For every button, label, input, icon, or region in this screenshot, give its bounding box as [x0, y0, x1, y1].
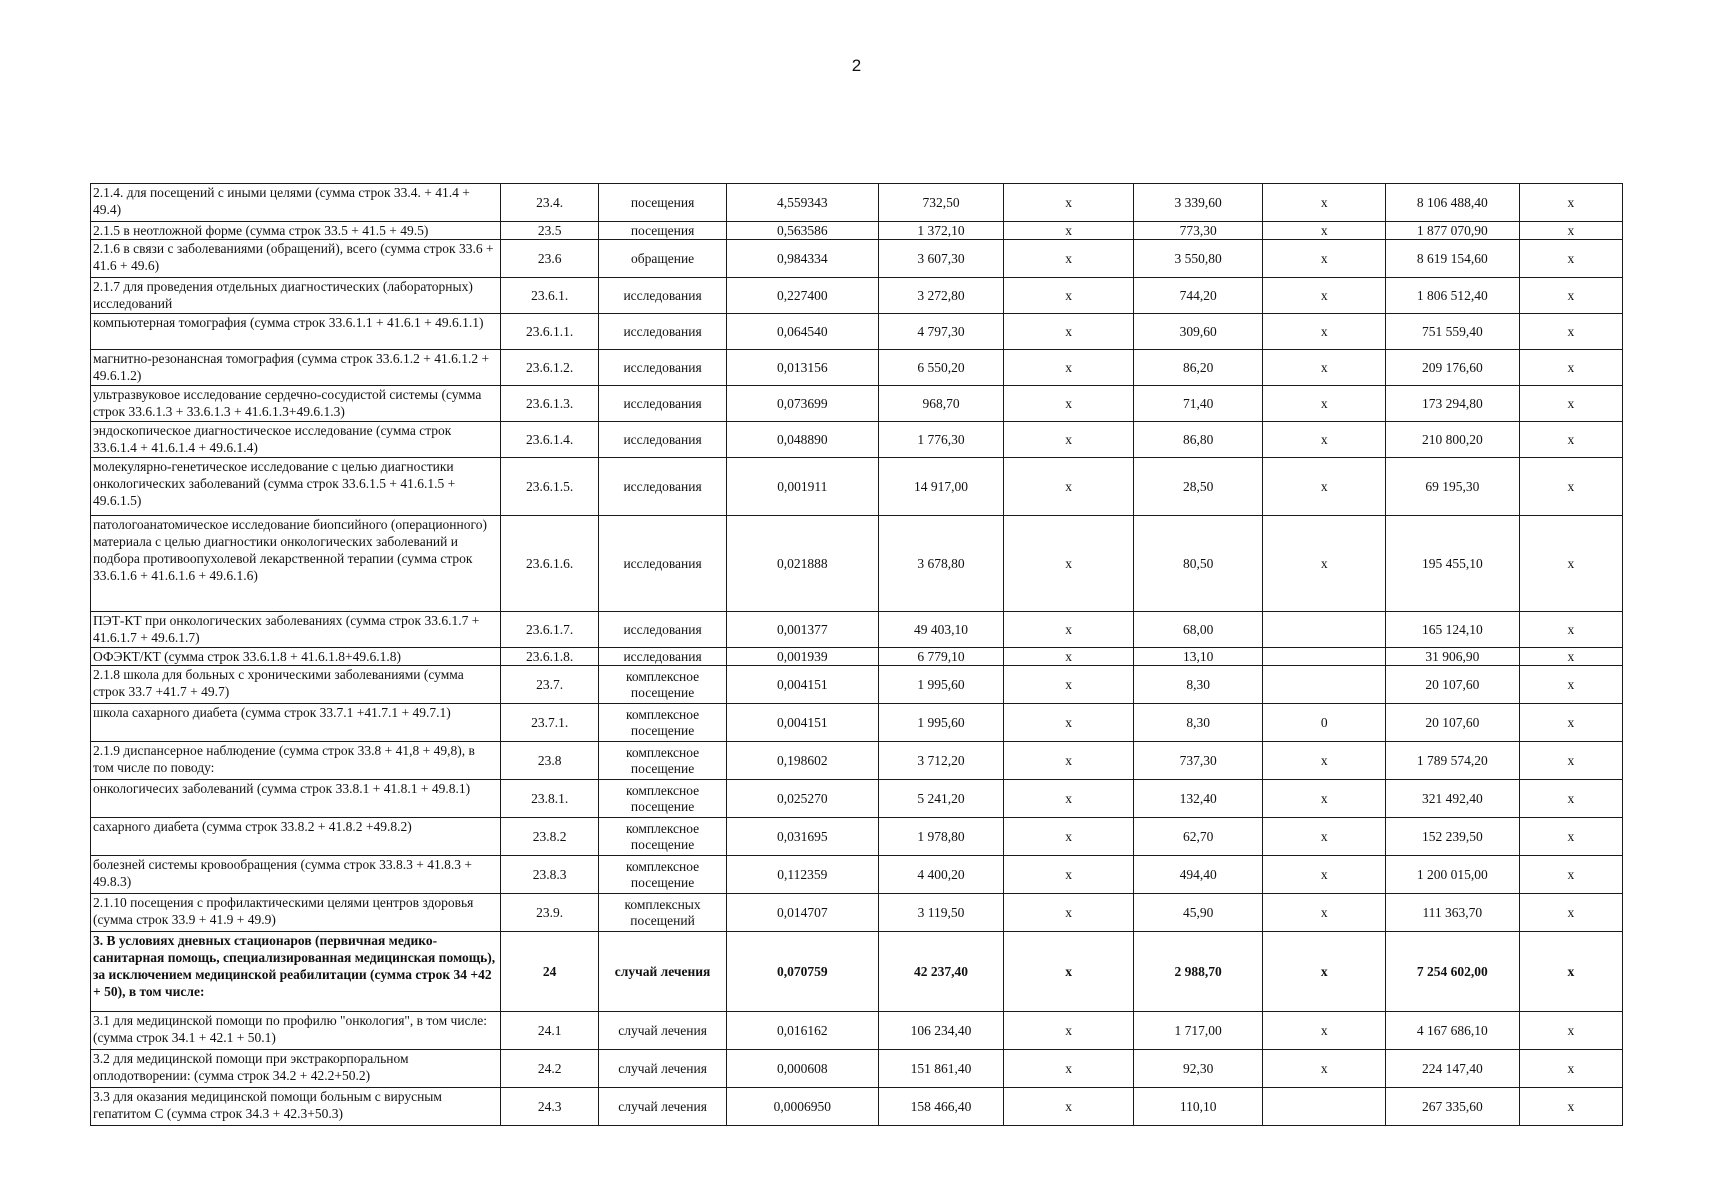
row-col7-cell: 8,30 — [1133, 666, 1263, 704]
row-col6-cell: х — [1004, 222, 1134, 240]
row-col9-cell: 210 800,20 — [1385, 422, 1519, 458]
table-row — [91, 314, 1623, 350]
row-name-cell: школа сахарного диабета (сумма строк 33.7.1 +41.7.1 + 49.7.1) — [91, 704, 501, 742]
row-code-cell: 23.6.1.1. — [501, 314, 599, 350]
row-unit-cell: исследования — [599, 314, 727, 350]
row-col10-cell: х — [1519, 516, 1622, 612]
row-unit-cell: комплексное посещение — [599, 818, 727, 856]
row-unit-cell: случай лечения — [599, 932, 727, 1012]
row-col7-cell: 744,20 — [1133, 278, 1263, 314]
row-name-cell: сахарного диабета (сумма строк 33.8.2 + 41.8.2 +49.8.2) — [91, 818, 501, 856]
row-code-cell: 23.6.1.3. — [501, 386, 599, 422]
row-norm-cell: 0,984334 — [726, 240, 878, 278]
row-col7-cell: 309,60 — [1133, 314, 1263, 350]
row-cost-cell: 732,50 — [878, 184, 1004, 222]
row-unit-cell: посещения — [599, 184, 727, 222]
row-unit-cell: исследования — [599, 278, 727, 314]
row-col10-cell: х — [1519, 314, 1622, 350]
row-col10-cell: х — [1519, 856, 1622, 894]
row-col6-cell: х — [1004, 818, 1134, 856]
row-col10-cell: х — [1519, 894, 1622, 932]
row-col8-cell: х — [1263, 350, 1386, 386]
row-col7-cell: 86,80 — [1133, 422, 1263, 458]
row-name-cell: эндоскопическое диагностическое исследование (сумма строк 33.6.1.4 + 41.6.1.4 + 49.6.1.4) — [91, 422, 501, 458]
row-cost-cell: 4 400,20 — [878, 856, 1004, 894]
page-number: 2 — [851, 56, 862, 75]
row-unit-cell: исследования — [599, 516, 727, 612]
row-col10-cell: х — [1519, 648, 1622, 666]
row-code-cell: 24.3 — [501, 1088, 599, 1126]
row-col9-cell: 1 806 512,40 — [1385, 278, 1519, 314]
row-col9-cell: 8 106 488,40 — [1385, 184, 1519, 222]
row-col7-cell: 110,10 — [1133, 1088, 1263, 1126]
row-col9-cell: 111 363,70 — [1385, 894, 1519, 932]
row-col6-cell: х — [1004, 278, 1134, 314]
row-cost-cell: 14 917,00 — [878, 458, 1004, 516]
row-col9-cell: 20 107,60 — [1385, 704, 1519, 742]
row-col9-cell: 224 147,40 — [1385, 1050, 1519, 1088]
row-col6-cell: х — [1004, 894, 1134, 932]
row-code-cell: 23.7. — [501, 666, 599, 704]
row-col9-cell: 1 200 015,00 — [1385, 856, 1519, 894]
row-col7-cell: 773,30 — [1133, 222, 1263, 240]
row-code-cell: 23.8.2 — [501, 818, 599, 856]
row-code-cell: 23.6.1. — [501, 278, 599, 314]
row-unit-cell: исследования — [599, 648, 727, 666]
table-row — [91, 932, 1623, 1012]
row-code-cell: 23.8.3 — [501, 856, 599, 894]
row-cost-cell: 3 119,50 — [878, 894, 1004, 932]
table-row — [91, 894, 1623, 932]
row-name-cell: 2.1.9 диспансерное наблюдение (сумма строк 33.8 + 41,8 + 49,8), в том числе по поводу: — [91, 742, 501, 780]
row-col8-cell: х — [1263, 932, 1386, 1012]
table-row — [91, 516, 1623, 612]
row-norm-cell: 0,073699 — [726, 386, 878, 422]
row-unit-cell: комплексных посещений — [599, 894, 727, 932]
row-code-cell: 23.6.1.8. — [501, 648, 599, 666]
row-unit-cell: посещения — [599, 222, 727, 240]
table-row — [91, 458, 1623, 516]
row-col8-cell: х — [1263, 780, 1386, 818]
row-norm-cell: 0,198602 — [726, 742, 878, 780]
table-row — [91, 350, 1623, 386]
row-unit-cell: комплексное посещение — [599, 780, 727, 818]
row-unit-cell: комплексное посещение — [599, 666, 727, 704]
row-unit-cell: случай лечения — [599, 1088, 727, 1126]
row-col8-cell: 0 — [1263, 704, 1386, 742]
row-col7-cell: 62,70 — [1133, 818, 1263, 856]
row-col9-cell: 152 239,50 — [1385, 818, 1519, 856]
row-col7-cell: 3 550,80 — [1133, 240, 1263, 278]
row-norm-cell: 0,563586 — [726, 222, 878, 240]
row-col8-cell: х — [1263, 1012, 1386, 1050]
row-col8-cell: х — [1263, 184, 1386, 222]
row-col9-cell: 1 789 574,20 — [1385, 742, 1519, 780]
row-col7-cell: 68,00 — [1133, 612, 1263, 648]
row-col6-cell: х — [1004, 458, 1134, 516]
row-cost-cell: 968,70 — [878, 386, 1004, 422]
row-norm-cell: 0,064540 — [726, 314, 878, 350]
table-row — [91, 648, 1623, 666]
row-code-cell: 23.6.1.4. — [501, 422, 599, 458]
table-row — [91, 818, 1623, 856]
row-norm-cell: 0,004151 — [726, 704, 878, 742]
table-row — [91, 278, 1623, 314]
table-row — [91, 780, 1623, 818]
row-code-cell: 24 — [501, 932, 599, 1012]
row-cost-cell: 1 372,10 — [878, 222, 1004, 240]
row-cost-cell: 1 995,60 — [878, 666, 1004, 704]
row-name-cell: 3.3 для оказания медицинской помощи больным с вирусным гепатитом С (сумма строк 34.3 + 42.3+50.3) — [91, 1088, 501, 1126]
row-col8-cell — [1263, 648, 1386, 666]
row-cost-cell: 1 776,30 — [878, 422, 1004, 458]
row-col6-cell: х — [1004, 780, 1134, 818]
row-col9-cell: 321 492,40 — [1385, 780, 1519, 818]
row-col9-cell: 20 107,60 — [1385, 666, 1519, 704]
table-row — [91, 222, 1623, 240]
row-col8-cell: х — [1263, 240, 1386, 278]
table-row — [91, 1012, 1623, 1050]
row-col7-cell: 13,10 — [1133, 648, 1263, 666]
row-col6-cell: х — [1004, 742, 1134, 780]
table-row — [91, 742, 1623, 780]
row-code-cell: 23.6.1.2. — [501, 350, 599, 386]
row-code-cell: 23.8 — [501, 742, 599, 780]
row-cost-cell: 1 995,60 — [878, 704, 1004, 742]
table-row — [91, 422, 1623, 458]
row-col6-cell: х — [1004, 386, 1134, 422]
financing-table — [90, 183, 1623, 1126]
row-unit-cell: исследования — [599, 350, 727, 386]
row-col8-cell: х — [1263, 818, 1386, 856]
row-col7-cell: 2 988,70 — [1133, 932, 1263, 1012]
row-col8-cell: х — [1263, 742, 1386, 780]
row-cost-cell: 42 237,40 — [878, 932, 1004, 1012]
row-col7-cell: 8,30 — [1133, 704, 1263, 742]
row-col9-cell: 195 455,10 — [1385, 516, 1519, 612]
row-col9-cell: 165 124,10 — [1385, 612, 1519, 648]
row-cost-cell: 6 550,20 — [878, 350, 1004, 386]
row-unit-cell: случай лечения — [599, 1012, 727, 1050]
row-col10-cell: х — [1519, 386, 1622, 422]
row-col7-cell: 737,30 — [1133, 742, 1263, 780]
row-unit-cell: обращение — [599, 240, 727, 278]
row-col6-cell: х — [1004, 1050, 1134, 1088]
row-col10-cell: х — [1519, 222, 1622, 240]
table-row — [91, 1050, 1623, 1088]
row-col10-cell: х — [1519, 458, 1622, 516]
row-col7-cell: 1 717,00 — [1133, 1012, 1263, 1050]
row-name-cell: 3.2 для медицинской помощи при экстракорпоральном оплодотворении: (сумма строк 34.2 + 42.2+50.2) — [91, 1050, 501, 1088]
row-col8-cell — [1263, 666, 1386, 704]
row-name-cell: 2.1.5 в неотложной форме (сумма строк 33.5 + 41.5 + 49.5) — [91, 222, 501, 240]
row-code-cell: 23.7.1. — [501, 704, 599, 742]
row-col7-cell: 80,50 — [1133, 516, 1263, 612]
row-cost-cell: 3 272,80 — [878, 278, 1004, 314]
row-name-cell: молекулярно-генетическое исследование с целью диагностики онкологических заболеваний (сумма строк 33.6.1.5 + 41.6.1.5 + 49.6.1.5) — [91, 458, 501, 516]
row-cost-cell: 6 779,10 — [878, 648, 1004, 666]
row-col9-cell: 267 335,60 — [1385, 1088, 1519, 1126]
row-col6-cell: х — [1004, 704, 1134, 742]
row-col7-cell: 28,50 — [1133, 458, 1263, 516]
row-col9-cell: 751 559,40 — [1385, 314, 1519, 350]
row-col9-cell: 209 176,60 — [1385, 350, 1519, 386]
row-norm-cell: 0,001939 — [726, 648, 878, 666]
row-norm-cell: 0,013156 — [726, 350, 878, 386]
row-col7-cell: 92,30 — [1133, 1050, 1263, 1088]
row-norm-cell: 0,004151 — [726, 666, 878, 704]
row-norm-cell: 0,000608 — [726, 1050, 878, 1088]
row-col8-cell — [1263, 612, 1386, 648]
table-row — [91, 386, 1623, 422]
row-col8-cell: х — [1263, 516, 1386, 612]
row-code-cell: 23.6.1.7. — [501, 612, 599, 648]
row-col6-cell: х — [1004, 612, 1134, 648]
row-name-cell: 2.1.7 для проведения отдельных диагностических (лабораторных) исследований — [91, 278, 501, 314]
row-code-cell: 23.5 — [501, 222, 599, 240]
row-norm-cell: 0,014707 — [726, 894, 878, 932]
row-col8-cell: х — [1263, 856, 1386, 894]
row-col6-cell: х — [1004, 422, 1134, 458]
row-name-cell: патологоанатомическое исследование биопсийного (операционного) материала с целью диагностики онкологических заболеваний и подбора противоопухолевой лекарственной терапии (сумма строк 33.6.1.6 + 41.6.1.6 + 49.6.1.6) — [91, 516, 501, 612]
row-col8-cell: х — [1263, 1050, 1386, 1088]
row-cost-cell: 3 678,80 — [878, 516, 1004, 612]
row-norm-cell: 0,048890 — [726, 422, 878, 458]
table-body — [91, 184, 1623, 1126]
row-col6-cell: х — [1004, 856, 1134, 894]
row-name-cell: 2.1.10 посещения с профилактическими целями центров здоровья (сумма строк 33.9 + 41.9 + 49.9) — [91, 894, 501, 932]
row-col8-cell: х — [1263, 314, 1386, 350]
row-col10-cell: х — [1519, 704, 1622, 742]
row-name-cell: 2.1.8 школа для больных с хроническими заболеваниями (сумма строк 33.7 +41.7 + 49.7) — [91, 666, 501, 704]
row-unit-cell: исследования — [599, 386, 727, 422]
row-col8-cell: х — [1263, 278, 1386, 314]
row-col10-cell: х — [1519, 1012, 1622, 1050]
row-name-cell: 2.1.6 в связи с заболеваниями (обращений), всего (сумма строк 33.6 + 41.6 + 49.6) — [91, 240, 501, 278]
row-name-cell: компьютерная томография (сумма строк 33.6.1.1 + 41.6.1 + 49.6.1.1) — [91, 314, 501, 350]
row-col10-cell: х — [1519, 1088, 1622, 1126]
row-unit-cell: случай лечения — [599, 1050, 727, 1088]
row-cost-cell: 158 466,40 — [878, 1088, 1004, 1126]
row-norm-cell: 0,021888 — [726, 516, 878, 612]
row-unit-cell: комплексное посещение — [599, 742, 727, 780]
row-col10-cell: х — [1519, 742, 1622, 780]
row-name-cell: 2.1.4. для посещений с иными целями (сумма строк 33.4. + 41.4 + 49.4) — [91, 184, 501, 222]
row-code-cell: 24.2 — [501, 1050, 599, 1088]
row-col10-cell: х — [1519, 612, 1622, 648]
table-row — [91, 184, 1623, 222]
row-col6-cell: х — [1004, 648, 1134, 666]
row-col10-cell: х — [1519, 350, 1622, 386]
table-row — [91, 1088, 1623, 1126]
row-name-cell: ультразвуковое исследование сердечно-сосудистой системы (сумма строк 33.6.1.3 + 33.6.1.3 + 41.6.1.3+49.6.1.3) — [91, 386, 501, 422]
row-code-cell: 23.6.1.5. — [501, 458, 599, 516]
row-col10-cell: х — [1519, 818, 1622, 856]
row-cost-cell: 3 712,20 — [878, 742, 1004, 780]
row-col8-cell: х — [1263, 894, 1386, 932]
row-col10-cell: х — [1519, 184, 1622, 222]
row-name-cell: онкологичесих заболеваний (сумма строк 33.8.1 + 41.8.1 + 49.8.1) — [91, 780, 501, 818]
row-norm-cell: 0,001911 — [726, 458, 878, 516]
row-name-cell: болезней системы кровообращения (сумма строк 33.8.3 + 41.8.3 + 49.8.3) — [91, 856, 501, 894]
row-col9-cell: 8 619 154,60 — [1385, 240, 1519, 278]
row-col6-cell: х — [1004, 314, 1134, 350]
row-norm-cell: 0,0006950 — [726, 1088, 878, 1126]
row-col9-cell: 7 254 602,00 — [1385, 932, 1519, 1012]
row-col8-cell: х — [1263, 222, 1386, 240]
row-col6-cell: х — [1004, 516, 1134, 612]
row-col8-cell: х — [1263, 386, 1386, 422]
row-col8-cell: х — [1263, 422, 1386, 458]
row-col7-cell: 71,40 — [1133, 386, 1263, 422]
table-row — [91, 612, 1623, 648]
row-col8-cell — [1263, 1088, 1386, 1126]
row-col9-cell: 69 195,30 — [1385, 458, 1519, 516]
row-col6-cell: х — [1004, 240, 1134, 278]
row-unit-cell: комплексное посещение — [599, 704, 727, 742]
table-row — [91, 240, 1623, 278]
row-col9-cell: 31 906,90 — [1385, 648, 1519, 666]
row-norm-cell: 0,031695 — [726, 818, 878, 856]
row-col7-cell: 86,20 — [1133, 350, 1263, 386]
row-unit-cell: исследования — [599, 458, 727, 516]
row-col10-cell: х — [1519, 780, 1622, 818]
row-col10-cell: х — [1519, 278, 1622, 314]
row-unit-cell: исследования — [599, 612, 727, 648]
row-col9-cell: 173 294,80 — [1385, 386, 1519, 422]
row-norm-cell: 0,016162 — [726, 1012, 878, 1050]
row-cost-cell: 1 978,80 — [878, 818, 1004, 856]
row-cost-cell: 151 861,40 — [878, 1050, 1004, 1088]
row-code-cell: 23.8.1. — [501, 780, 599, 818]
row-norm-cell: 0,112359 — [726, 856, 878, 894]
row-cost-cell: 4 797,30 — [878, 314, 1004, 350]
row-unit-cell: комплексное посещение — [599, 856, 727, 894]
table-row — [91, 666, 1623, 704]
row-col6-cell: х — [1004, 184, 1134, 222]
row-col10-cell: х — [1519, 932, 1622, 1012]
row-norm-cell: 0,070759 — [726, 932, 878, 1012]
row-col10-cell: х — [1519, 666, 1622, 704]
row-cost-cell: 3 607,30 — [878, 240, 1004, 278]
row-code-cell: 23.4. — [501, 184, 599, 222]
row-col6-cell: х — [1004, 1088, 1134, 1126]
row-col6-cell: х — [1004, 350, 1134, 386]
row-col7-cell: 132,40 — [1133, 780, 1263, 818]
row-col10-cell: х — [1519, 240, 1622, 278]
row-col9-cell: 1 877 070,90 — [1385, 222, 1519, 240]
table-row — [91, 704, 1623, 742]
row-name-cell: ПЭТ-КТ при онкологических заболеваниях (сумма строк 33.6.1.7 + 41.6.1.7 + 49.6.1.7) — [91, 612, 501, 648]
row-code-cell: 23.6.1.6. — [501, 516, 599, 612]
row-code-cell: 23.9. — [501, 894, 599, 932]
row-name-cell: 3. В условиях дневных стационаров (первичная медико-санитарная помощь, специализированная медицинская помощь), за исключением медицинской реабилитации (сумма строк 34 +42 + 50), в том числе: — [91, 932, 501, 1012]
row-col7-cell: 45,90 — [1133, 894, 1263, 932]
row-cost-cell: 5 241,20 — [878, 780, 1004, 818]
row-col6-cell: х — [1004, 1012, 1134, 1050]
row-name-cell: ОФЭКТ/КТ (сумма строк 33.6.1.8 + 41.6.1.8+49.6.1.8) — [91, 648, 501, 666]
row-col8-cell: х — [1263, 458, 1386, 516]
row-col7-cell: 494,40 — [1133, 856, 1263, 894]
row-col7-cell: 3 339,60 — [1133, 184, 1263, 222]
row-name-cell: магнитно-резонансная томография (сумма строк 33.6.1.2 + 41.6.1.2 + 49.6.1.2) — [91, 350, 501, 386]
row-col10-cell: х — [1519, 422, 1622, 458]
row-code-cell: 23.6 — [501, 240, 599, 278]
row-col10-cell: х — [1519, 1050, 1622, 1088]
row-col9-cell: 4 167 686,10 — [1385, 1012, 1519, 1050]
row-unit-cell: исследования — [599, 422, 727, 458]
table-row — [91, 856, 1623, 894]
row-name-cell: 3.1 для медицинской помощи по профилю "онкология", в том числе: (сумма строк 34.1 + 42.1 + 50.1) — [91, 1012, 501, 1050]
row-norm-cell: 0,025270 — [726, 780, 878, 818]
row-norm-cell: 4,559343 — [726, 184, 878, 222]
row-norm-cell: 0,227400 — [726, 278, 878, 314]
row-cost-cell: 106 234,40 — [878, 1012, 1004, 1050]
row-col6-cell: х — [1004, 932, 1134, 1012]
row-col6-cell: х — [1004, 666, 1134, 704]
row-code-cell: 24.1 — [501, 1012, 599, 1050]
row-norm-cell: 0,001377 — [726, 612, 878, 648]
row-cost-cell: 49 403,10 — [878, 612, 1004, 648]
